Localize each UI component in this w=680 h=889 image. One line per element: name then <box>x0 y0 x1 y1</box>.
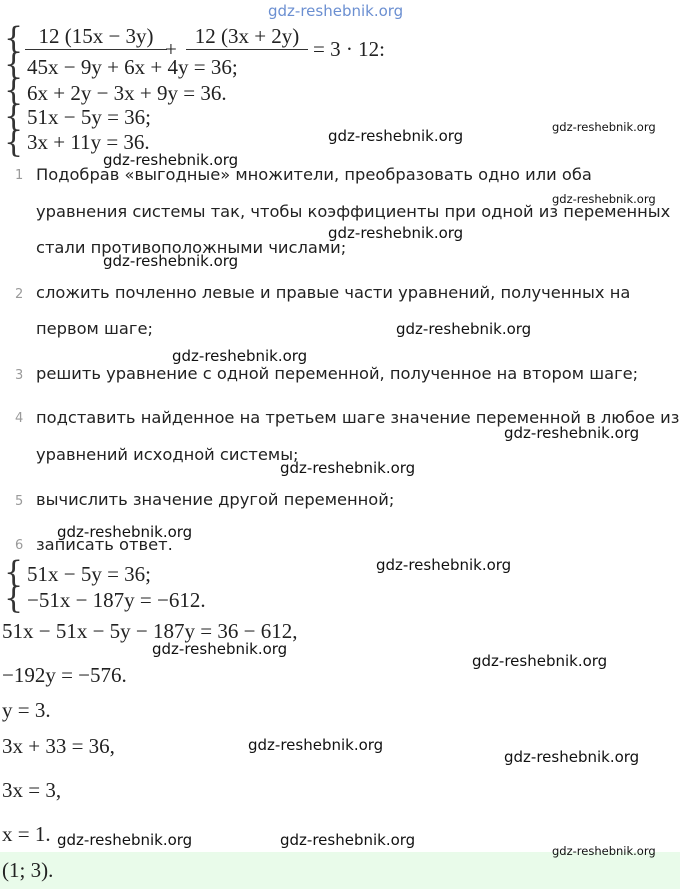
fraction-1-numerator: 12 (15x − 3y) <box>38 24 154 48</box>
watermark: gdz-reshebnik.org <box>172 347 308 365</box>
step-1-line-2: уравнения системы так, чтобы коэффициенты при одной из переменных <box>36 202 671 221</box>
step-2-number: 2 <box>15 287 24 302</box>
fraction-2 <box>186 24 308 51</box>
answer: (1; 3). <box>2 858 54 882</box>
watermark: gdz-reshebnik.org <box>376 556 512 574</box>
step-6-line-1: записать ответ. <box>36 535 173 554</box>
fraction-2-numerator: 12 (3x + 2y) <box>194 24 300 48</box>
system-2-line-2: −51x − 187y = −612. <box>27 588 206 612</box>
watermark: gdz-reshebnik.org <box>328 127 464 145</box>
step-5-number: 5 <box>15 494 24 509</box>
step-4-line-1: подставить найденное на третьем шаге значение переменной в любое из <box>36 408 680 427</box>
watermark: gdz-reshebnik.org <box>103 151 239 169</box>
solution-line-1: 51x − 51x − 5y − 187y = 36 − 612, <box>2 619 298 643</box>
step-6-number: 6 <box>15 538 24 553</box>
watermark: gdz-reshebnik.org <box>552 192 656 206</box>
equation-rhs: = 3 · 12: <box>313 37 385 61</box>
step-1-line-3: стали противоположными числами; <box>36 238 347 257</box>
watermark-top: gdz-reshebnik.org <box>268 2 404 20</box>
watermark: gdz-reshebnik.org <box>328 224 464 242</box>
system-1-line-4: 3x + 11y = 36. <box>27 130 150 154</box>
watermark: gdz-reshebnik.org <box>248 736 384 754</box>
brace-system-2: { { <box>4 555 24 616</box>
step-2-line-1: сложить почленно левые и правые части уравнений, полученных на <box>36 283 631 302</box>
solution-line-2: −192y = −576. <box>2 663 127 687</box>
watermark: gdz-reshebnik.org <box>280 831 416 849</box>
step-1-line-1: Подобрав «выгодные» множители, преобразовать одно или оба <box>36 165 592 184</box>
solution-line-5: 3x = 3, <box>2 778 62 802</box>
system-1-line-2: 6x + 2y − 3x + 9y = 36. <box>27 81 227 105</box>
system-2-line-1: 51x − 5y = 36; <box>27 562 152 586</box>
watermark: gdz-reshebnik.org <box>552 120 656 134</box>
brace-system-1: { { { { { <box>4 21 24 160</box>
watermark: gdz-reshebnik.org <box>396 320 532 338</box>
plus-sign: + <box>165 37 177 61</box>
step-4-line-2: уравнений исходной системы; <box>36 445 299 464</box>
solution-line-6: x = 1. <box>2 822 51 846</box>
system-1-line-3: 51x − 5y = 36; <box>27 105 152 129</box>
watermark: gdz-reshebnik.org <box>472 652 608 670</box>
step-3-number: 3 <box>15 368 24 383</box>
watermark: gdz-reshebnik.org <box>280 459 416 477</box>
watermark: gdz-reshebnik.org <box>504 424 640 442</box>
watermark: gdz-reshebnik.org <box>152 640 288 658</box>
step-3-line-1: решить уравнение с одной переменной, полученное на втором шаге; <box>36 364 639 383</box>
watermark: gdz-reshebnik.org <box>103 252 239 270</box>
watermark: gdz-reshebnik.org <box>504 748 640 766</box>
system-1-line-1: 45x − 9y + 6x + 4y = 36; <box>27 55 238 79</box>
solution-line-3: y = 3. <box>2 698 51 722</box>
watermark: gdz-reshebnik.org <box>552 844 656 858</box>
step-1-number: 1 <box>15 168 24 183</box>
step-4-number: 4 <box>15 411 24 426</box>
watermark: gdz-reshebnik.org <box>57 523 193 541</box>
step-2-line-2: первом шаге; <box>36 319 153 338</box>
step-5-line-1: вычислить значение другой переменной; <box>36 490 395 509</box>
solution-line-4: 3x + 33 = 36, <box>2 734 115 758</box>
watermark: gdz-reshebnik.org <box>57 831 193 849</box>
fraction-1 <box>25 24 167 51</box>
